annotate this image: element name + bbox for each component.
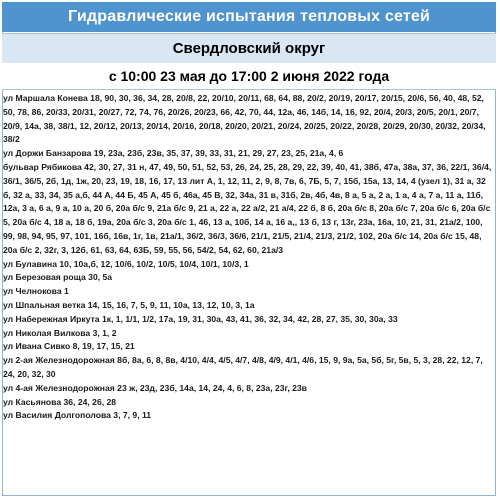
street-entry-chelnokova: ул Челнокова 1 bbox=[3, 286, 69, 297]
street-entry-konev: ул Маршала Конева 18, 90, 30, 36, 34, 28, 20/8, 22, 20/10, 20/11, 68, 64, 88, 20/2, 20/19, 20/17, 20/15, 20/6, 56, 40, 48, 52, 50, 78, 86, 20/33, 20/31, 20/27, 72, 74, 76, 20/26, 20/23, 66, 42, 70, 44, 12а, 46, 14б, 14, 16, 92, 20/4, 20/3, 20/5, 20/1, 20/7, 20/9, 14а, 38, 38/1, 12, 20/12, 20/13, 20/14, 20/16, 20/18, 20/20, 20/21, 20/24, 20/25, 20/22, 20/28, 20/29, 20/30, 20/32, 20/34, 38/2 bbox=[3, 93, 486, 145]
period-heading: с 10:00 23 мая до 17:00 2 июня 2022 года bbox=[2, 63, 496, 90]
street-entry-kasyanova: ул Касьянова 36, 24, 26, 28 bbox=[3, 396, 117, 407]
street-list bbox=[3, 92, 493, 423]
street-entry-dolgopolova: ул Василия Долгополова 3, 7, 9, 11 bbox=[3, 410, 152, 421]
street-entry-ryabikova: бульвар Рябикова 42, 30, 27, 31 н, 47, 49, 50, 51, 52, 53, 26, 24, 25, 28, 29, 22, 39, 40, 41, 38б, 47а, 38а, 37, 36, 22/1, 36/4, 36/1, 36/5, 2б, 1д, 1ж, 20, 23, 19, 18, 16, 17, 13 лит А, 1, 12, 11, 2, 9, 8, 7в, 6, 7Б, 5, 7, 15б, 15а, 13, 14, 4 (узел 1), 31 а, 32 б, 32 а, 33, 34, 35 а,б, 44 А, 44 Б, 45 А, 45 б, 46а, 45 В, 32, 34а, 31 в, 31б, 2в, 4б, 4в, 8 а, 5 а, 2 а, 1 а, 4 а, 7 а, 11 а, 11б, 12а, 3 а, 6 а, 9 а, 10 а, 20 б, 20а б/с 9, 21а б/с 9, 21 а, 22 а, 22 а/2, 21 а/4, 22 б, 8 б, 20а б/с 8, 20а б/с 7, 20а б/с 6, 20а б/с 5, 20а б/с 4, 18 а, 18 б, 19а, 20а б/с 3, 20а б/с 1, 46, 13 а, 10б, 14 а, 16 а,, 13 б, 13 г, 13г, 23а, 16а, 10, 21, 31, 21а/2, 100, 99, 98, 94, 95, 97, 101, 16б, 16в, 1г, 1в, 21а/1, 36/2, 36/3, 36/6, 21/1, 21/5, 21/4, 21/3, 21/2, 102, 20а б/с 14, 20а б/с 15, 48, 20а б/с 2, 32г, 3, 12б, 61, 63, 64, 63Б, 59, 55, 56, 54/2, 54, 62, 60, 21а/3 bbox=[3, 161, 492, 255]
street-entry-irkuta: ул Набережная Иркута 1к, 1, 1/1, 1/2, 17а, 19, 31, 30а, 43, 41, 36, 32, 34, 42, 28, 27, 35, 30, 30а, 33 bbox=[3, 313, 398, 324]
street-entry-banzarova: ул Доржи Банзарова 19, 23а, 23б, 23в, 35, 37, 39, 33, 31, 21, 29, 27, 23, 25, 21а, 4, 6 bbox=[3, 148, 344, 159]
street-entry-vilkova: ул Николая Вилкова 3, 1, 2 bbox=[3, 327, 117, 338]
street-entry-berezovaya: ул Березовая роща 30, 5а bbox=[3, 272, 113, 283]
notice-title: Гидравлические испытания тепловых сетей bbox=[2, 2, 496, 32]
street-entry-4-zheleznodorozhnaya: ул 4-ая Железнодорожная 23 ж, 23д, 23б, 14а, 14, 24, 4, 6, 8, 23а, 23г, 23в bbox=[3, 382, 307, 393]
street-entry-bulavina: ул Булавина 10, 10а,б, 12, 10/6, 10/2, 10/5, 10/4, 10/1, 10/3, 1 bbox=[3, 258, 249, 269]
district-heading: Свердловский округ bbox=[2, 33, 496, 64]
street-entry-shpalnaya: ул Шпальная ветка 14, 15, 16, 7, 5, 9, 11, 10а, 13, 12, 10, 3, 1а bbox=[3, 299, 255, 310]
street-entry-sivko: ул Ивана Сивко 8, 19, 17, 15, 21 bbox=[3, 341, 135, 352]
street-entry-2-zheleznodorozhnaya: ул 2-ая Железнодорожная 8б, 8а, 6, 8, 8в, 4/10, 4/4, 4/5, 4/7, 4/8, 4/9, 4/1, 4/6, 15, 9, 9а, 5а, 5б, 5г, 5в, 5, 3, 28, 22, 12, 7, 24, 20, 32, 30 bbox=[3, 355, 483, 379]
